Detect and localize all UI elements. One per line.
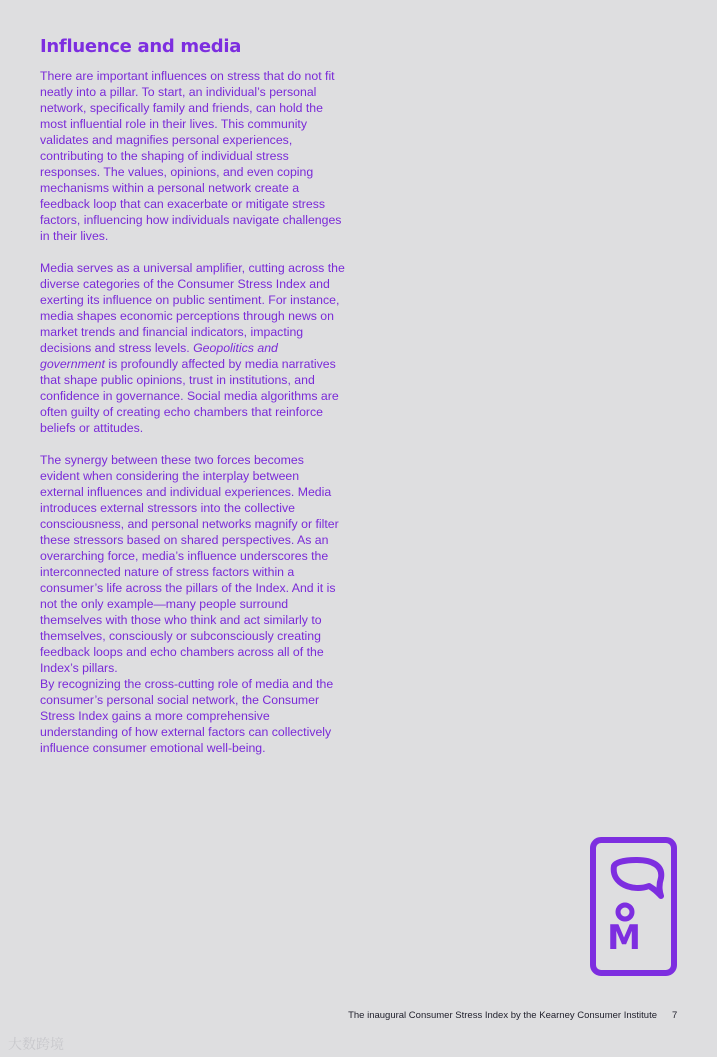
page-title: Influence and media xyxy=(40,36,242,57)
article-body xyxy=(40,68,345,756)
icon-letter: M xyxy=(607,918,641,958)
footer-caption: The inaugural Consumer Stress Index by the Kearney Consumer Institute xyxy=(348,1010,657,1021)
paragraph-media xyxy=(40,260,345,436)
page-number: 7 xyxy=(672,1010,678,1021)
paragraph-media-text-b: is profoundly affected by media narratives that shape public opinions, trust in institutions, and confidence in governance. Social media algorithms are often guilty of creating echo chambers that reinforce beliefs or attitudes. xyxy=(40,357,339,435)
paragraph-personal-network: There are important influences on stress that do not fit neatly into a pillar. To start, an individual’s personal network, specifically family and friends, can hold the most influential role in their lives. This community validates and magnifies personal experiences, contributing to the shaping of individual stress responses. The values, opinions, and even coping mechanisms within a personal network create a feedback loop that can exacerbate or mitigate stress factors, influencing how individuals navigate challenges in their lives. xyxy=(40,69,342,243)
watermark: 大数跨境 xyxy=(8,1036,64,1052)
paragraph-conclusion: By recognizing the cross-cutting role of media and the consumer’s personal social network, the Consumer Stress Index gains a more comprehensive understanding of how external factors can collectively influence consumer emotional well-being. xyxy=(40,677,334,755)
paragraph-media-italic: Geopolitics and government xyxy=(40,341,278,371)
phone-media-icon xyxy=(589,836,678,977)
paragraph-synergy: The synergy between these two forces becomes evident when considering the interplay between external influences and individual experiences. Media introduces external stressors into the collective consciousness, and personal networks magnify or filter these stressors based on shared perspectives. As an overarching force, media’s influence underscores the interconnected nature of stress factors within a consumer’s life across the pillars of the Index. And it is not the only example—many people surround themselves with those who think and act similarly to themselves, consciously or subconsciously creating feedback loops and echo chambers across all of the Index’s pillars. xyxy=(40,453,339,675)
paragraph-media-text-a: Media serves as a universal amplifier, cutting across the diverse categories of the Consumer Stress Index and exerting its influence on public sentiment. For instance, media shapes economic perceptions through news on market trends and financial indicators, impacting decisions and stress levels. xyxy=(40,261,345,355)
